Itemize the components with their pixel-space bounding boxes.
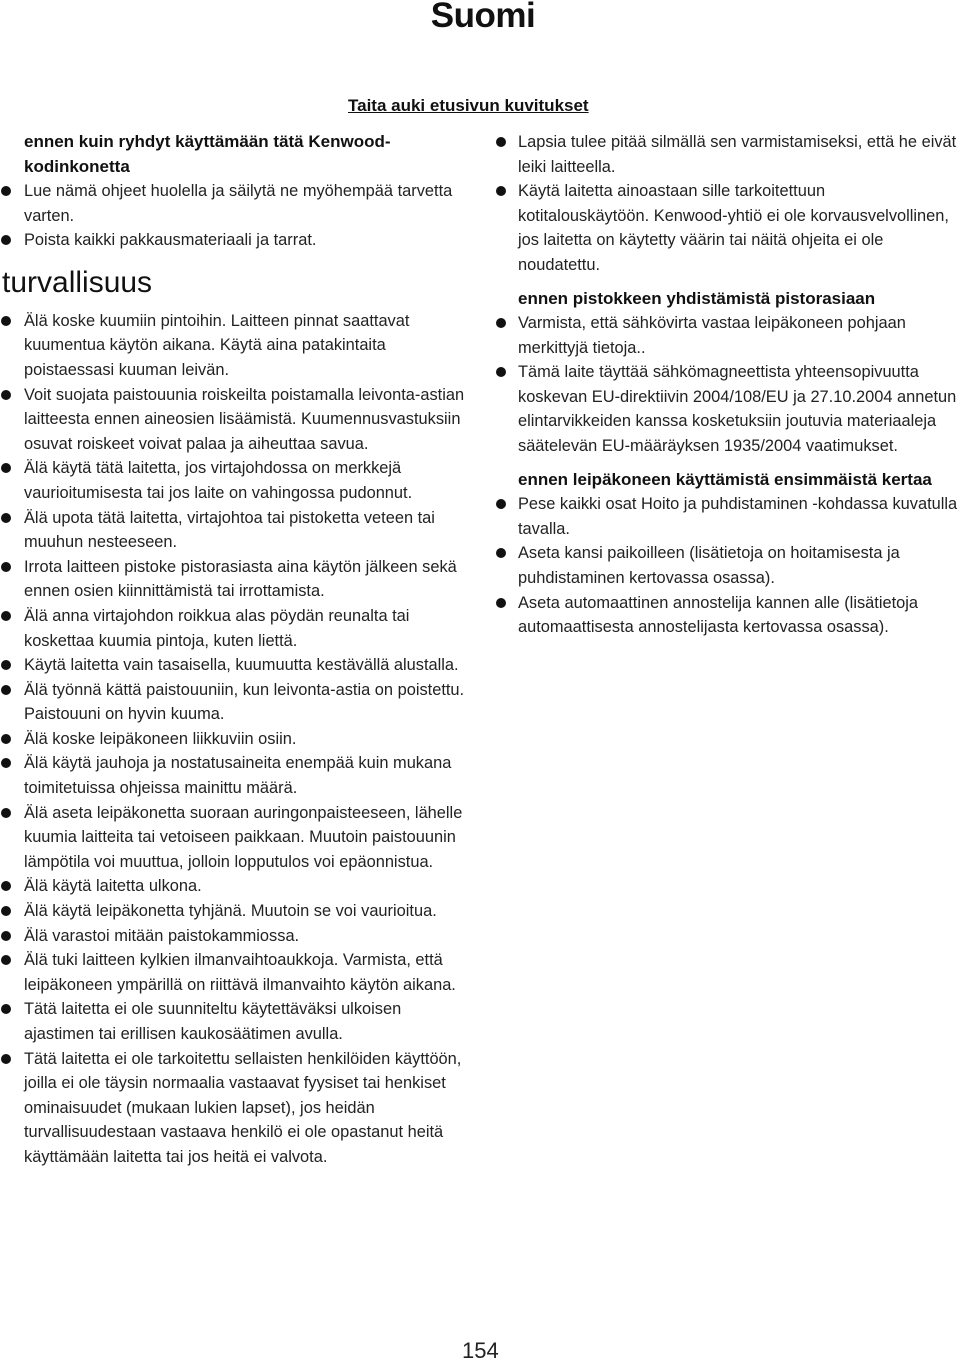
list-item-text: Käytä laitetta ainoastaan sille tarkoitettuun kotitalouskäytöön. Kenwood-yhtiö ei ole korvausvelvollinen, jos laitetta on käytetty väärin tai näitä ohjeita ei ole noudatettu. [518,182,949,274]
bullet-icon [496,548,506,558]
safety-heading: turvallisuus [2,265,153,299]
list-item [0,228,470,253]
list-item [0,179,470,228]
list-item-text: Älä varastoi mitään paistokammiossa. [24,926,300,945]
bullet-icon [496,137,506,147]
list-item-text: Poista kaikki pakkausmateriaali ja tarrat. [24,231,317,250]
list-item-text: Voit suojata paistouunia roiskeilta poistamalla leivonta-astian laitteesta ennen aineosien lisäämistä. Kuumennusvastuksiin osuvat roiskeet voivat palaa ja aiheuttaa savua. [24,385,465,453]
safety-list-continued [496,130,958,278]
list-item-text: Irrota laitteen pistoke pistorasiasta aina käytön jälkeen sekä ennen osien kiinnittämistä tai irrottamista. [24,557,457,601]
bullet-icon [1,955,11,965]
bullet-icon [1,1004,11,1014]
list-item [0,653,470,678]
list-item [0,801,470,875]
bullet-icon [1,316,11,326]
bullet-icon [496,499,506,509]
list-item-text: Älä työnnä kättä paistouuniin, kun leivonta-astia on poistettu. Paistouuni on hyvin kuuma. [24,680,465,724]
list-item [0,997,470,1046]
bullet-icon [1,931,11,941]
bullet-icon [1,235,11,245]
list-item [0,751,470,800]
list-item [496,360,958,458]
list-item-text: Älä käytä laitetta ulkona. [24,877,202,896]
bullet-icon [1,186,11,196]
plug-list [496,311,958,459]
bullet-icon [1,660,11,670]
bullet-icon [496,598,506,608]
list-item-text: Lapsia tulee pitää silmällä sen varmistamiseksi, että he eivät leiki laitteella. [518,133,957,176]
list-item-text: Älä käytä tätä laitetta, jos virtajohdossa on merkkejä vaurioitumisesta tai jos laite on vahingossa pudonnut. [24,459,413,502]
list-item-text: Käytä laitetta vain tasaisella, kuumuutta kestävällä alustalla. [24,656,459,675]
bullet-icon [1,808,11,818]
list-item-text: Älä käytä jauhoja ja nostatusaineita enempää kuin mukana toimitetuissa ohjeissa mainittu määrä. [24,754,452,798]
list-item [496,179,958,277]
list-item-text: Älä koske kuumiin pintoihin. Laitteen pinnat saattavat kuumentua käytön aikana. Käytä aina patakintaita poistaessasi kuuman leivän. [24,311,410,379]
first-use-heading: ennen leipäkoneen käyttämistä ensimmäistä kertaa [518,469,932,489]
list-item-text: Tämä laite täyttää sähkömagneettista yhteensopivuutta koskevan EU-direktiivin 2004/108/EU ja 27.10.2004 annetun elintarvikkeiden kanssa kosketuksiin joutuvia materiaaleja säätelevän EU-määräyksen 1935/2004 vaatimukset. [518,363,957,456]
list-item-text: Aseta automaattinen annostelija kannen alle (lisätietoja automaattisesta annostelijasta kertovassa osassa). [518,593,919,637]
list-item [0,874,470,899]
list-item [0,309,470,383]
first-use-list [496,492,958,640]
list-item [0,555,470,604]
bullet-icon [496,367,506,377]
list-item-text: Älä koske leipäkoneen liikkuviin osiin. [24,729,297,748]
intro-list [0,179,470,253]
list-item [0,604,470,653]
list-item-text: Pese kaikki osat Hoito ja puhdistaminen -kohdassa kuvatulla tavalla. [518,495,958,538]
bullet-icon [496,186,506,196]
bullet-icon [1,513,11,523]
list-item [0,924,470,949]
list-item [0,948,470,997]
list-item [0,727,470,752]
page-title: Suomi [430,0,536,35]
safety-list [0,309,470,1170]
list-item-text: Älä käytä leipäkonetta tyhjänä. Muutoin se voi vaurioitua. [24,902,437,921]
list-item [0,1047,470,1170]
page-number: 154 [462,1338,499,1363]
bullet-icon [1,463,11,473]
list-item-text: Älä anna virtajohdon roikkua alas pöydän reunalta tai koskettaa kuumia pintoja, kuten liettä. [24,606,410,650]
list-item [496,311,958,360]
list-item-text: Älä upota tätä laitetta, virtajohtoa tai pistoketta veteen tai muuhun nesteeseen. [24,508,435,552]
left-column [0,130,470,1170]
bullet-icon [1,758,11,768]
intro-heading: ennen kuin ryhdyt käyttämään tätä Kenwood-kodinkonetta [24,132,391,176]
list-item [496,492,958,541]
list-item-text: Aseta kansi paikoilleen (lisätietoja on hoitamisesta ja puhdistaminen kertovassa osassa). [518,544,900,587]
list-item-text: Lue nämä ohjeet huolella ja säilytä ne myöhempää tarvetta varten. [24,182,453,225]
list-item [0,383,470,457]
list-item [496,541,958,590]
bullet-icon [1,562,11,572]
bullet-icon [1,881,11,891]
list-item-text: Älä tuki laitteen kylkien ilmanvaihtoaukkoja. Varmista, että leipäkoneen ympärillä on riittävä ilmanvaihto käytön aikana. [24,951,456,994]
list-item-text: Älä aseta leipäkonetta suoraan auringonpaisteeseen, lähelle kuumia laitteita tai vetoiseen paikkaan. Muutoin paistouunin lämpötila voi muuttua, jolloin lopputulos voi epäonnistua. [24,803,463,871]
list-item [496,130,958,179]
bullet-icon [1,734,11,744]
list-item [0,456,470,505]
list-item [0,506,470,555]
plug-heading: ennen pistokkeen yhdistämistä pistorasiaan [518,288,876,308]
bullet-icon [1,685,11,695]
bullet-icon [1,906,11,916]
bullet-icon [1,390,11,400]
list-item [496,591,958,640]
bullet-icon [496,318,506,328]
fold-out-note: Taita auki etusivun kuvitukset [348,96,589,115]
bullet-icon [1,611,11,621]
list-item-text: Tätä laitetta ei ole suunniteltu käytettäväksi ulkoisen ajastimen tai erillisen kaukosäätimen avulla. [24,1000,402,1043]
list-item-text: Varmista, että sähkövirta vastaa leipäkoneen pohjaan merkittyjä tietoja.. [518,314,906,357]
right-column [496,130,958,640]
list-item [0,899,470,924]
list-item [0,678,470,727]
bullet-icon [1,1054,11,1064]
list-item-text: Tätä laitetta ei ole tarkoitettu sellaisten henkilöiden käyttöön, joilla ei ole täysin normaalia vastaavat fyysiset tai henkiset ominaisuudet (mukaan lukien lapset), jos heidän turvallisuudestaan vastaava henkilö ei ole opastanut heitä käyttämään laitetta tai jos heitä ei valvota. [24,1049,462,1166]
